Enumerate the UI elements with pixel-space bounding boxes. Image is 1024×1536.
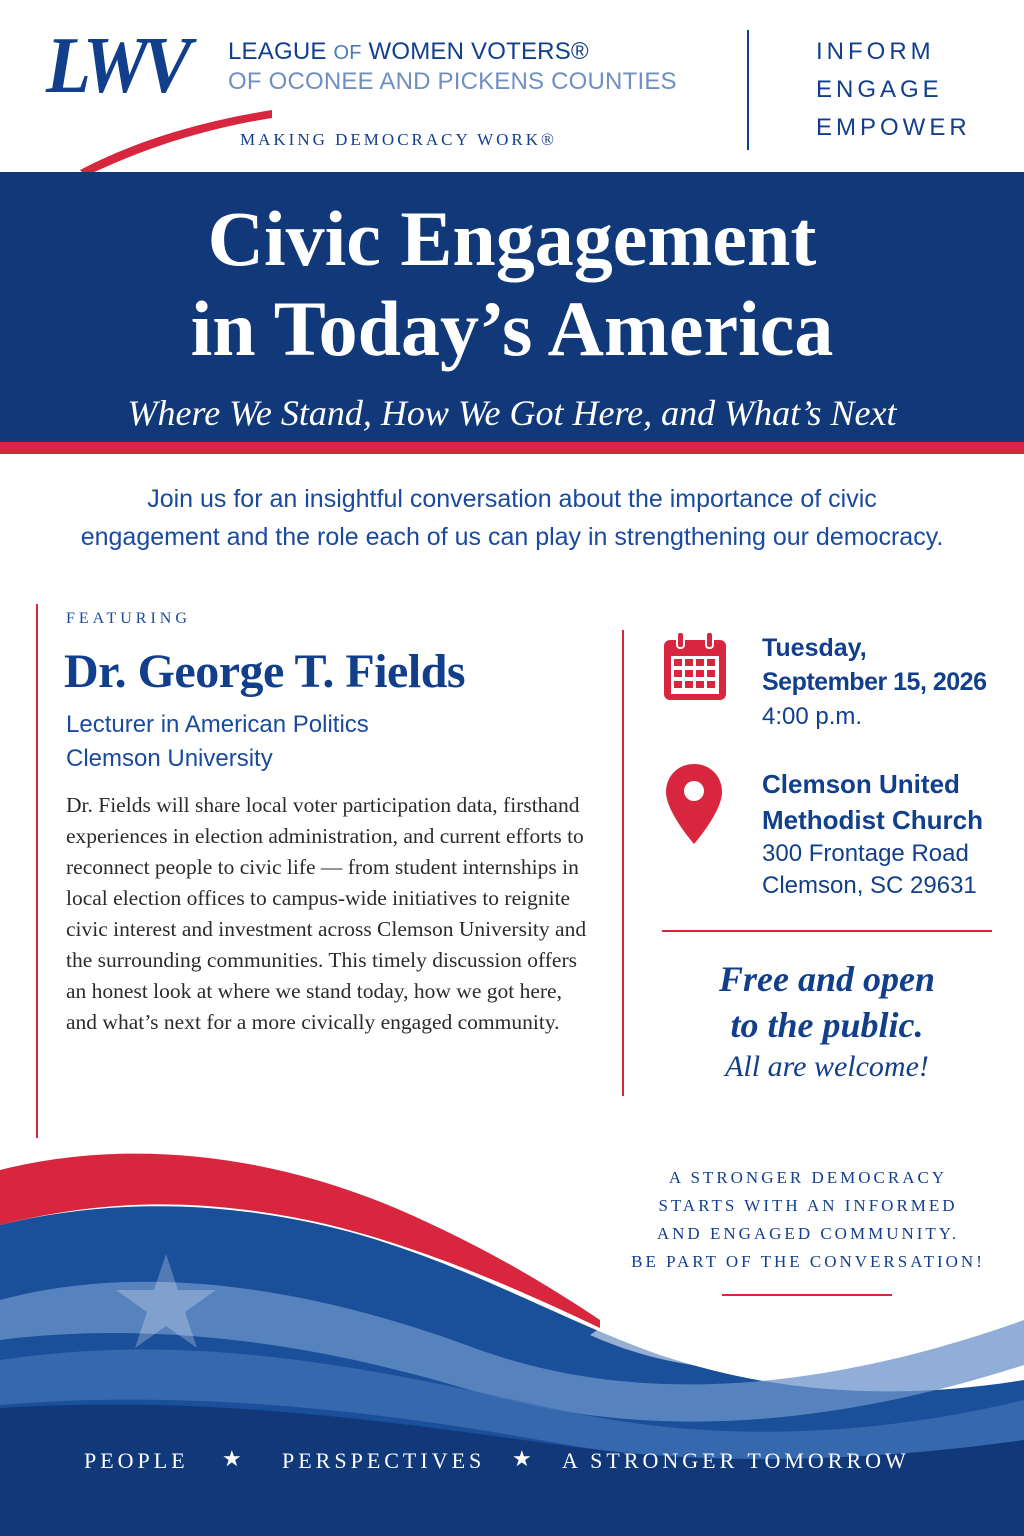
org-name-line2: OF OCONEE AND PICKENS COUNTIES [228, 68, 677, 95]
event-time: 4:00 p.m. [762, 703, 863, 730]
welcome-text: All are welcome! [725, 1050, 929, 1083]
address-line1: 300 Frontage Road [762, 840, 969, 867]
event-venue [762, 766, 983, 838]
org-name-line1: LEAGUE OF WOMEN VOTERS® [228, 38, 589, 65]
calendar-icon [662, 630, 728, 702]
free-line1: Free and open [719, 959, 935, 999]
closing-line4: BE PART OF THE CONVERSATION! [631, 1252, 985, 1271]
star-icon: ★ [222, 1446, 242, 1471]
tagline-engage: ENGAGE [816, 76, 943, 103]
free-line2: to the public. [730, 1005, 924, 1045]
footer-item-perspectives: PERSPECTIVES [282, 1448, 486, 1473]
featuring-label: FEATURING [66, 610, 191, 627]
intro-text: Join us for an insightful conversation about the importance of civic engagement and the role each of us can play in strengthening our democracy. [80, 485, 944, 551]
speaker-name: Dr. George T. Fields [64, 645, 466, 698]
closing-rule [722, 1294, 892, 1296]
closing-message [598, 1164, 1018, 1276]
tagline-inform: INFORM [816, 38, 935, 65]
banner-red-stripe [0, 442, 1024, 454]
speaker-role [66, 708, 369, 776]
right-accent-rule [622, 630, 624, 1096]
closing-line3: AND ENGAGED COMMUNITY. [656, 1224, 960, 1243]
map-pin-icon [664, 762, 724, 846]
closing-line1: A STRONGER DEMOCRACY [668, 1168, 948, 1187]
event-date: September 15, 2026 [762, 668, 987, 696]
org-motto: MAKING DEMOCRACY WORK® [240, 130, 557, 149]
header-divider [747, 30, 749, 150]
footer-item-people: PEOPLE [84, 1448, 189, 1473]
tagline-empower: EMPOWER [816, 114, 971, 141]
speaker-affiliation: Clemson University [66, 745, 273, 772]
event-address [762, 838, 977, 902]
speaker-title: Lecturer in American Politics [66, 711, 369, 738]
header [0, 0, 1024, 172]
footer-item-stronger-tomorrow: A STRONGER TOMORROW [562, 1448, 910, 1473]
event-title-line1: Civic Engagement [207, 195, 817, 282]
venue-line2: Methodist Church [762, 805, 983, 835]
event-day: Tuesday, [762, 634, 867, 662]
lwv-logo [46, 22, 226, 156]
venue-line1: Clemson United [762, 769, 960, 799]
right-divider [662, 930, 992, 932]
speaker-bio: Dr. Fields will share local voter participation data, firsthand experiences in election administration, and current efforts to reconnect people to civic life — from student internships in local election offices to campus-wide initiatives to reignite civic interest and investment across Clemson University and the surrounding communities. This timely discussion offers an honest look at where we stand today, how we got here, and what’s next for a more civically engaged community. [66, 793, 587, 1034]
address-line2: Clemson, SC 29631 [762, 872, 977, 899]
free-admission-text [662, 956, 992, 1048]
closing-line2: STARTS WITH AN INFORMED [658, 1196, 958, 1215]
star-icon: ★ [512, 1446, 532, 1471]
event-subtitle: Where We Stand, How We Got Here, and What’s Next [127, 393, 897, 433]
logo-text: LWV [46, 22, 187, 110]
left-accent-rule [36, 604, 38, 1138]
event-title-line2: in Today’s America [190, 285, 834, 372]
